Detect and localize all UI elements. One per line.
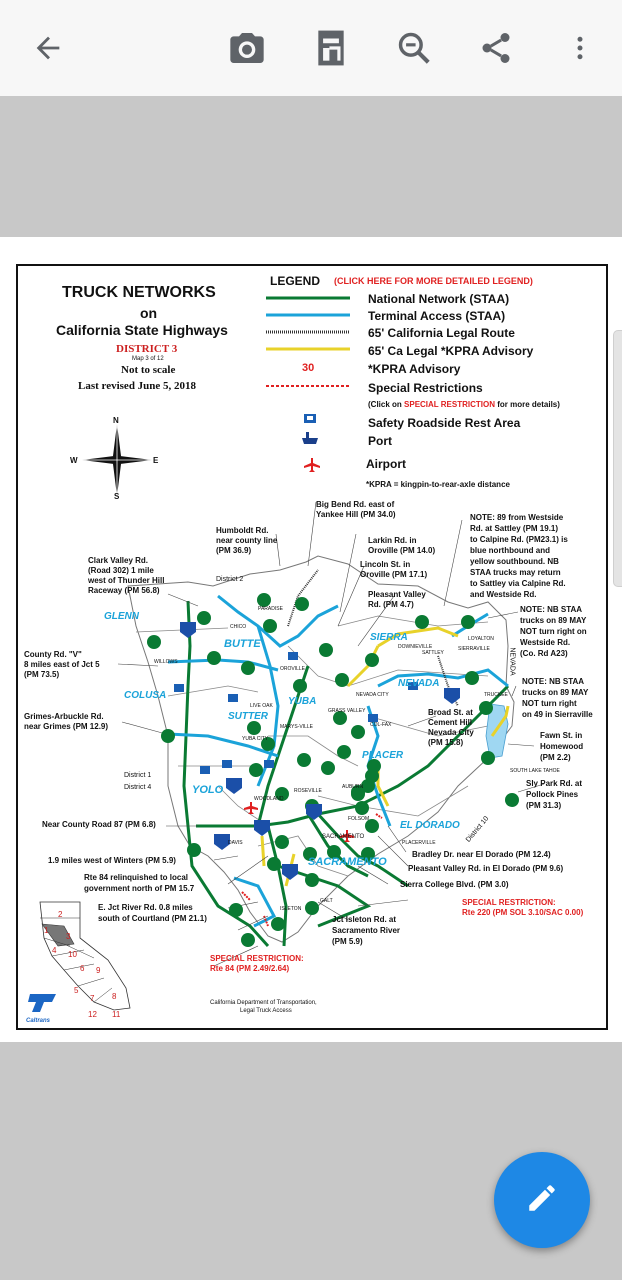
inset-label: 8	[112, 992, 117, 1001]
legend-special: Special Restrictions	[368, 381, 483, 395]
viewer-background-top	[0, 96, 622, 237]
map-title: TRUCK NETWORKS	[62, 284, 216, 301]
town-label: GRASS VALLEY	[328, 708, 366, 714]
inset-label: 11	[112, 1010, 121, 1019]
map-subtitle: California State Highways	[56, 322, 228, 338]
inset-label: 1	[44, 926, 49, 935]
town-label: SATTLEY	[422, 650, 444, 656]
map-frame	[16, 264, 608, 1030]
town-label: DOWNIEVILLE	[398, 644, 433, 650]
annotation-sly: Sly Park Rd. at Pollock Pines (PM 31.3)	[526, 779, 583, 810]
town-label: WOODLAND	[254, 796, 284, 802]
town-label: TRUCKEE	[484, 692, 508, 698]
compass-n: N	[113, 416, 119, 425]
caltrans-wordmark: Caltrans	[26, 1018, 51, 1024]
town-label: LOYALTON	[468, 636, 494, 642]
legend-detail-link[interactable]: (CLICK HERE FOR MORE DETAILED LEGEND)	[334, 276, 533, 286]
annotation-note89: NOTE: 89 from Westside Rd. at Sattley (PM 19.1) to Calpine Rd. (PM23.1) is blue northbound and yellow southbound. NB STAA trucks may return to Sattley via Calpine Rd. and Westside Rd.	[470, 513, 568, 599]
scale-label: Not to scale	[121, 364, 176, 376]
zoom-icon[interactable]	[390, 24, 438, 72]
district-1-label: District 1	[124, 772, 152, 779]
annotation-note-nb1: NOTE: NB STAA trucks on 89 MAY NOT turn right on Westside Rd. (Co. Rd A23)	[520, 605, 587, 658]
county-sutter: SUTTER	[228, 711, 268, 722]
annotation-fawn: Fawn St. in Homewood (PM 2.2)	[540, 731, 584, 762]
town-label: PLACERVILLE	[402, 840, 436, 846]
legend-special-note: (Click on SPECIAL RESTRICTION for more details)	[368, 400, 560, 409]
edit-pencil-icon	[525, 1181, 559, 1220]
county-yuba: YUBA	[288, 696, 317, 707]
footer-title: Legal Truck Access	[240, 1008, 292, 1014]
town-label: LIVE OAK	[250, 703, 273, 709]
town-label: CHICO	[230, 624, 247, 630]
district-2-label: District 2	[216, 576, 244, 583]
annotation-winters: 1.9 miles west of Winters (PM 5.9)	[48, 856, 176, 865]
county-butte: BUTTE	[224, 638, 261, 650]
county-nevada: NEVADA	[398, 678, 440, 689]
town-label: NEVADA CITY	[356, 692, 389, 698]
town-label: WILLOWS	[154, 659, 178, 665]
share-icon[interactable]	[472, 24, 520, 72]
annotation-road87: Near County Road 87 (PM 6.8)	[42, 820, 156, 829]
more-vert-icon[interactable]	[556, 24, 604, 72]
town-label: FOLSOM	[348, 816, 370, 822]
town-label: COL-FAX	[370, 722, 392, 728]
annotation-isleton: Jct Isleton Rd. at Sacramento River (PM 5.9)	[332, 915, 401, 946]
camera-icon[interactable]	[223, 24, 271, 72]
legend-terminal: Terminal Access (STAA)	[368, 309, 506, 323]
county-colusa: COLUSA	[124, 690, 167, 701]
scroll-handle[interactable]	[613, 330, 622, 587]
annotation-humboldt: Humboldt Rd. near county line (PM 36.9)	[216, 526, 278, 555]
inset-label: 3	[66, 932, 71, 941]
annotation-broad: Broad St. at Cement Hill Nevada City (PM 15.8)	[428, 708, 474, 747]
inset-label: 7	[90, 994, 95, 1003]
annotation-bradley: Bradley Dr. near El Dorado (PM 12.4)	[412, 850, 551, 859]
district-4-label: District 4	[124, 784, 152, 791]
annotation-pleasant-eldorado: Pleasant Valley Rd. in El Dorado (PM 9.6)	[408, 864, 564, 873]
inset-label: 2	[58, 910, 63, 919]
compass-e: E	[153, 456, 159, 465]
legend-kpra: *KPRA Advisory	[368, 362, 461, 376]
edit-fab-button[interactable]	[494, 1152, 590, 1248]
legend-title: LEGEND	[270, 274, 321, 288]
town-label: GALT	[320, 898, 333, 904]
special-restriction-220[interactable]: SPECIAL RESTRICTION: Rte 220 (PM SOL 3.10/SAC 0.00)	[462, 898, 584, 917]
top-app-bar	[0, 0, 622, 96]
annotation-rte84: Rte 84 relinquished to local government north of PM 15.7	[84, 873, 195, 893]
annotation-clark: Clark Valley Rd. (Road 302) 1 mile west of Thunder Hill Raceway (PM 56.8)	[88, 556, 165, 595]
annotation-countyv: County Rd. "V" 8 miles east of Jct 5 (PM 73.5)	[24, 650, 100, 679]
annotation-pleasant-valley: Pleasant Valley Rd. (PM 4.7)	[368, 590, 426, 609]
nevada-state-label: NEVADA	[508, 647, 516, 676]
footer-agency: California Department of Transportation,	[210, 1000, 317, 1006]
annotation-note-nb2: NOTE: NB STAA trucks on 89 MAY NOT turn right on 49 in Sierraville	[522, 677, 593, 719]
annotation-larkin: Larkin Rd. in Oroville (PM 14.0)	[368, 536, 436, 555]
special-restriction-84[interactable]: SPECIAL RESTRICTION: Rte 84 (PM 2.49/2.64)	[210, 954, 304, 973]
district-10-label: District 10	[464, 815, 491, 844]
map-title-on: on	[140, 305, 158, 321]
town-label: ISLETON	[280, 906, 302, 912]
county-glenn: GLENN	[104, 611, 139, 622]
legend-port: Port	[368, 434, 392, 448]
annotation-ejct: E. Jct River Rd. 0.8 miles south of Courtland (PM 21.1)	[98, 903, 207, 923]
county-sacramento: SACRAMENTO	[308, 856, 387, 868]
legend-kpra-route: 65' Ca Legal *KPRA Advisory	[368, 344, 534, 358]
town-label: ROSEVILLE	[294, 788, 322, 794]
town-label: DAVIS	[228, 840, 243, 846]
revised-label: Last revised June 5, 2018	[78, 380, 197, 392]
town-label: OROVILLE	[280, 666, 306, 672]
page-layout-icon[interactable]	[307, 24, 355, 72]
annotation-sierra-college: Sierra College Blvd. (PM 3.0)	[400, 880, 509, 889]
arrow-back-icon[interactable]	[24, 24, 72, 72]
inset-label: 6	[80, 964, 85, 973]
inset-label: 10	[68, 950, 77, 959]
inset-label: 9	[96, 966, 101, 975]
special-restriction-link[interactable]: SPECIAL RESTRICTION	[404, 400, 495, 409]
county-yolo: YOLO	[192, 784, 224, 796]
town-label: SIERRAVILLE	[458, 646, 490, 652]
legend-national: National Network (STAA)	[368, 292, 510, 306]
caltrans-logo-icon	[26, 992, 60, 1016]
legend-rest: Safety Roadside Rest Area	[368, 416, 521, 430]
county-sierra: SIERRA	[370, 632, 408, 643]
legend-airport: Airport	[366, 457, 406, 471]
inset-label: 5	[74, 986, 79, 995]
town-label: AUBURN	[342, 784, 364, 790]
compass-w: W	[70, 456, 78, 465]
legend-kpra-number: 30	[302, 362, 315, 374]
town-label: SOUTH LAKE TAHOE	[510, 768, 560, 774]
legend-kpra-def: *KPRA = kingpin-to-rear-axle distance	[366, 480, 510, 489]
annotation-bigbend: Big Bend Rd. east of Yankee Hill (PM 34.0)	[316, 500, 396, 519]
map-page-label: Map 3 of 12	[132, 356, 164, 362]
inset-label: 12	[88, 1010, 97, 1019]
town-label: SACRAMENTO	[322, 834, 365, 840]
annotation-lincoln: Lincoln St. in Oroville (PM 17.1)	[360, 560, 428, 579]
district-label: DISTRICT 3	[116, 343, 178, 355]
town-label: MARYS-VILLE	[280, 724, 313, 730]
town-label: YUBA CITY	[242, 736, 269, 742]
county-el-dorado: EL DORADO	[400, 820, 460, 831]
town-label: PARADISE	[258, 606, 283, 612]
county-placer: PLACER	[362, 750, 404, 761]
annotation-grimes: Grimes-Arbuckle Rd. near Grimes (PM 12.9)	[24, 712, 109, 731]
legend-legal65: 65' California Legal Route	[368, 326, 515, 340]
inset-label: 4	[52, 946, 57, 955]
compass-s: S	[114, 492, 120, 501]
